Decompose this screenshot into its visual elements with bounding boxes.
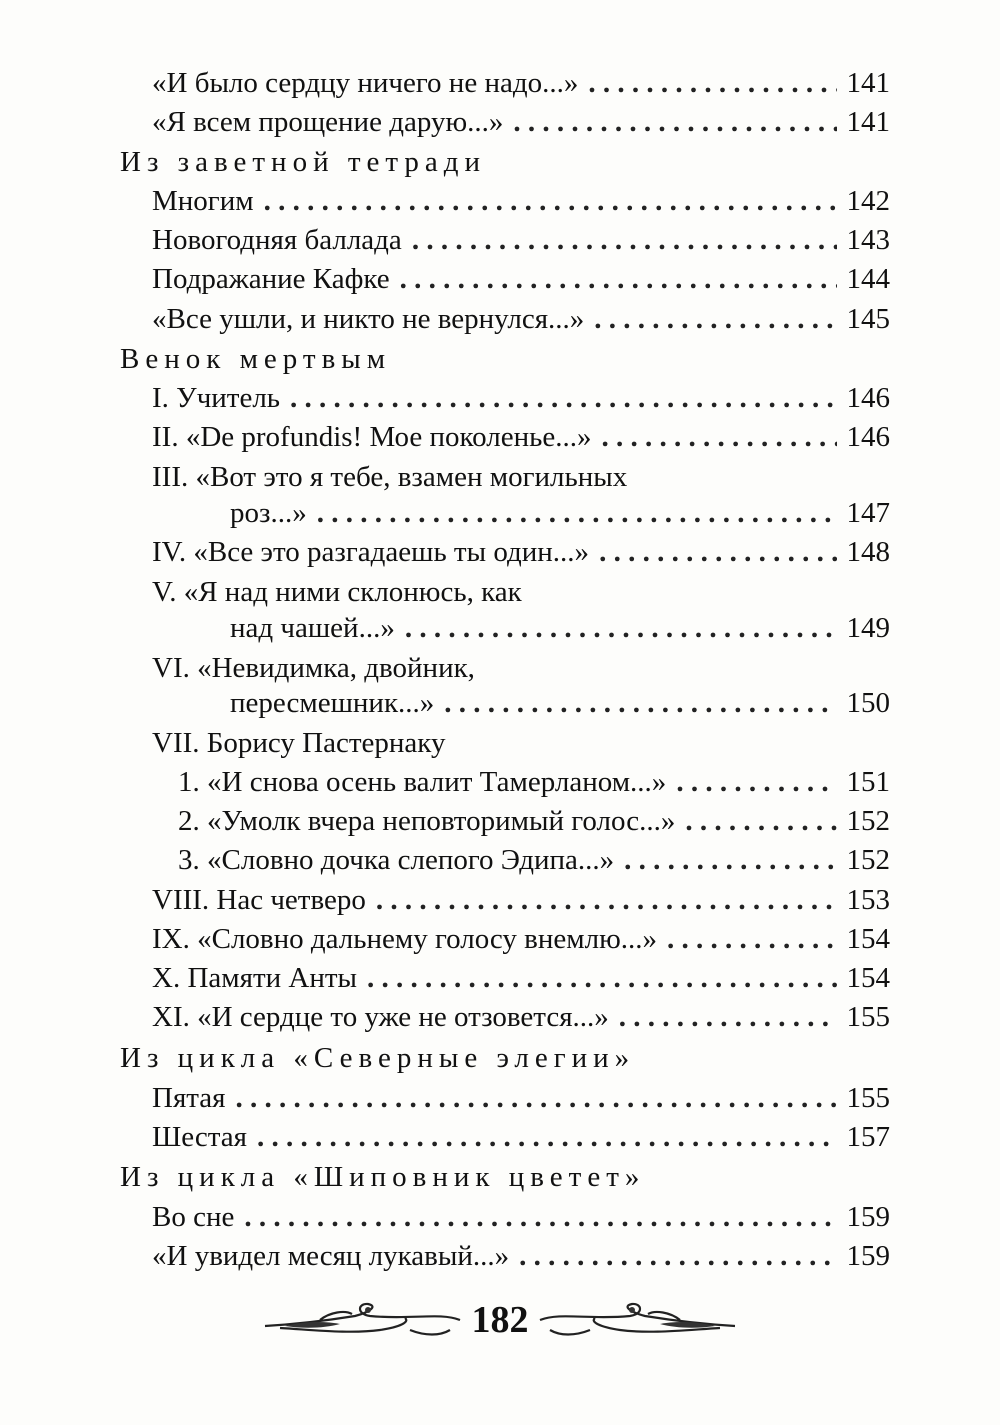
section-heading: Из цикла «Северные элегии» — [120, 1042, 636, 1074]
entry-title: Подражание Кафке — [152, 263, 390, 295]
entry-title: Во сне — [152, 1201, 235, 1233]
entry-title: XI. «И сердце то уже не отзовется...» — [152, 1001, 609, 1033]
toc-entry — [152, 535, 890, 569]
leader-dots — [257, 1120, 837, 1154]
entry-page: 148 — [846, 536, 890, 568]
entry-title-line1: VI. «Невидимка, двойник, — [152, 652, 475, 684]
toc-entry — [230, 496, 890, 530]
entry-title-line1: III. «Вот это я тебе, взамен могильных — [152, 461, 628, 493]
entry-page: 151 — [846, 766, 890, 798]
toc-entry — [152, 184, 890, 218]
leader-dots — [685, 804, 836, 838]
leader-dots — [444, 686, 836, 720]
toc-entry — [152, 1200, 890, 1234]
entry-title: IX. «Словно дальнему голосу внемлю...» — [152, 923, 657, 955]
toc-entry — [152, 1239, 890, 1273]
toc-entry — [152, 922, 890, 956]
entry-title: X. Памяти Анты — [152, 962, 358, 994]
toc-entry — [152, 420, 890, 454]
leader-dots — [624, 843, 836, 877]
entry-page: 157 — [846, 1121, 890, 1153]
entry-page: 141 — [846, 67, 890, 99]
leader-dots — [405, 611, 837, 645]
leader-dots — [367, 961, 836, 995]
leader-dots — [599, 535, 836, 569]
entry-title: I. Учитель — [152, 382, 281, 414]
entry-title: Многим — [152, 185, 254, 217]
entry-title-line2: пересмешник...» — [230, 687, 435, 719]
leader-dots — [667, 922, 837, 956]
toc-entry — [152, 262, 890, 296]
entry-page: 144 — [846, 263, 890, 295]
entry-title: Пятая — [152, 1082, 226, 1114]
toc-entry — [152, 883, 890, 917]
section-heading: Венок мертвым — [120, 343, 392, 375]
leader-dots — [594, 302, 836, 336]
toc-entry — [152, 1081, 890, 1115]
toc-entry — [152, 961, 890, 995]
section-heading: Из заветной тетради — [120, 146, 487, 178]
entry-page: 146 — [846, 382, 890, 414]
toc-entry — [152, 223, 890, 257]
leader-dots — [676, 765, 836, 799]
entry-page: 145 — [846, 303, 890, 335]
entry-title-line2: роз...» — [230, 497, 307, 529]
leader-dots — [513, 105, 836, 139]
section-heading: Из цикла «Шиповник цветет» — [120, 1161, 646, 1193]
leader-dots — [236, 1081, 837, 1115]
entry-page: 146 — [846, 421, 890, 453]
toc-entry — [152, 302, 890, 336]
entry-page: 159 — [846, 1240, 890, 1272]
leader-dots — [290, 381, 836, 415]
entry-title: 2. «Умолк вчера неповторимый голос...» — [178, 805, 676, 837]
leader-dots — [619, 1000, 837, 1034]
entry-title: «Все ушли, и никто не вернулся...» — [152, 303, 585, 335]
entry-title: IV. «Все это разгадаешь ты один...» — [152, 536, 590, 568]
leader-dots — [317, 496, 837, 530]
toc-entry — [178, 804, 890, 838]
toc-entry — [152, 381, 890, 415]
page-footer — [260, 1290, 740, 1350]
entry-title: 3. «Словно дочка слепого Эдипа...» — [178, 844, 615, 876]
entry-page: 149 — [846, 612, 890, 644]
entry-page: 155 — [846, 1082, 890, 1114]
entry-title-line1: V. «Я над ними склонюсь, как — [152, 576, 522, 608]
toc-entry — [230, 611, 890, 645]
entry-page: 153 — [846, 884, 890, 916]
toc-entry — [230, 686, 890, 720]
leader-dots — [244, 1200, 836, 1234]
entry-title: Новогодняя баллада — [152, 224, 402, 256]
entry-page: 154 — [846, 923, 890, 955]
entry-page: 152 — [846, 805, 890, 837]
entry-title-line2: над чашей...» — [230, 612, 395, 644]
entry-title: 1. «И снова осень валит Тамерланом...» — [178, 766, 667, 798]
entry-page: 141 — [846, 106, 890, 138]
entry-title: Шестая — [152, 1121, 247, 1153]
entry-title: VII. Борису Пастернаку — [152, 727, 446, 759]
entry-page: 154 — [846, 962, 890, 994]
leader-dots — [376, 883, 837, 917]
page-number: 182 — [466, 1298, 535, 1342]
leader-dots — [264, 184, 837, 218]
toc-entry — [178, 843, 890, 877]
entry-title: II. «De profundis! Мое поколенье...» — [152, 421, 592, 453]
entry-page: 150 — [846, 687, 890, 719]
entry-page: 155 — [846, 1001, 890, 1033]
entry-page: 142 — [846, 185, 890, 217]
leader-dots — [588, 66, 836, 100]
entry-title: «Я всем прощение дарую...» — [152, 106, 504, 138]
leader-dots — [400, 262, 837, 296]
leader-dots — [601, 420, 836, 454]
leader-dots — [412, 223, 837, 257]
toc-entry — [152, 105, 890, 139]
entry-page: 147 — [846, 497, 890, 529]
entry-page: 143 — [846, 224, 890, 256]
entry-page: 152 — [846, 844, 890, 876]
toc-entry — [178, 765, 890, 799]
toc-entry — [152, 66, 890, 100]
toc-entry — [152, 1000, 890, 1034]
entry-title: «И было сердцу ничего не надо...» — [152, 67, 579, 99]
entry-page: 159 — [846, 1201, 890, 1233]
entry-title: «И увидел месяц лукавый...» — [152, 1240, 510, 1272]
entry-title: VIII. Нас четверо — [152, 884, 366, 916]
toc-entry — [152, 1120, 890, 1154]
leader-dots — [519, 1239, 836, 1273]
